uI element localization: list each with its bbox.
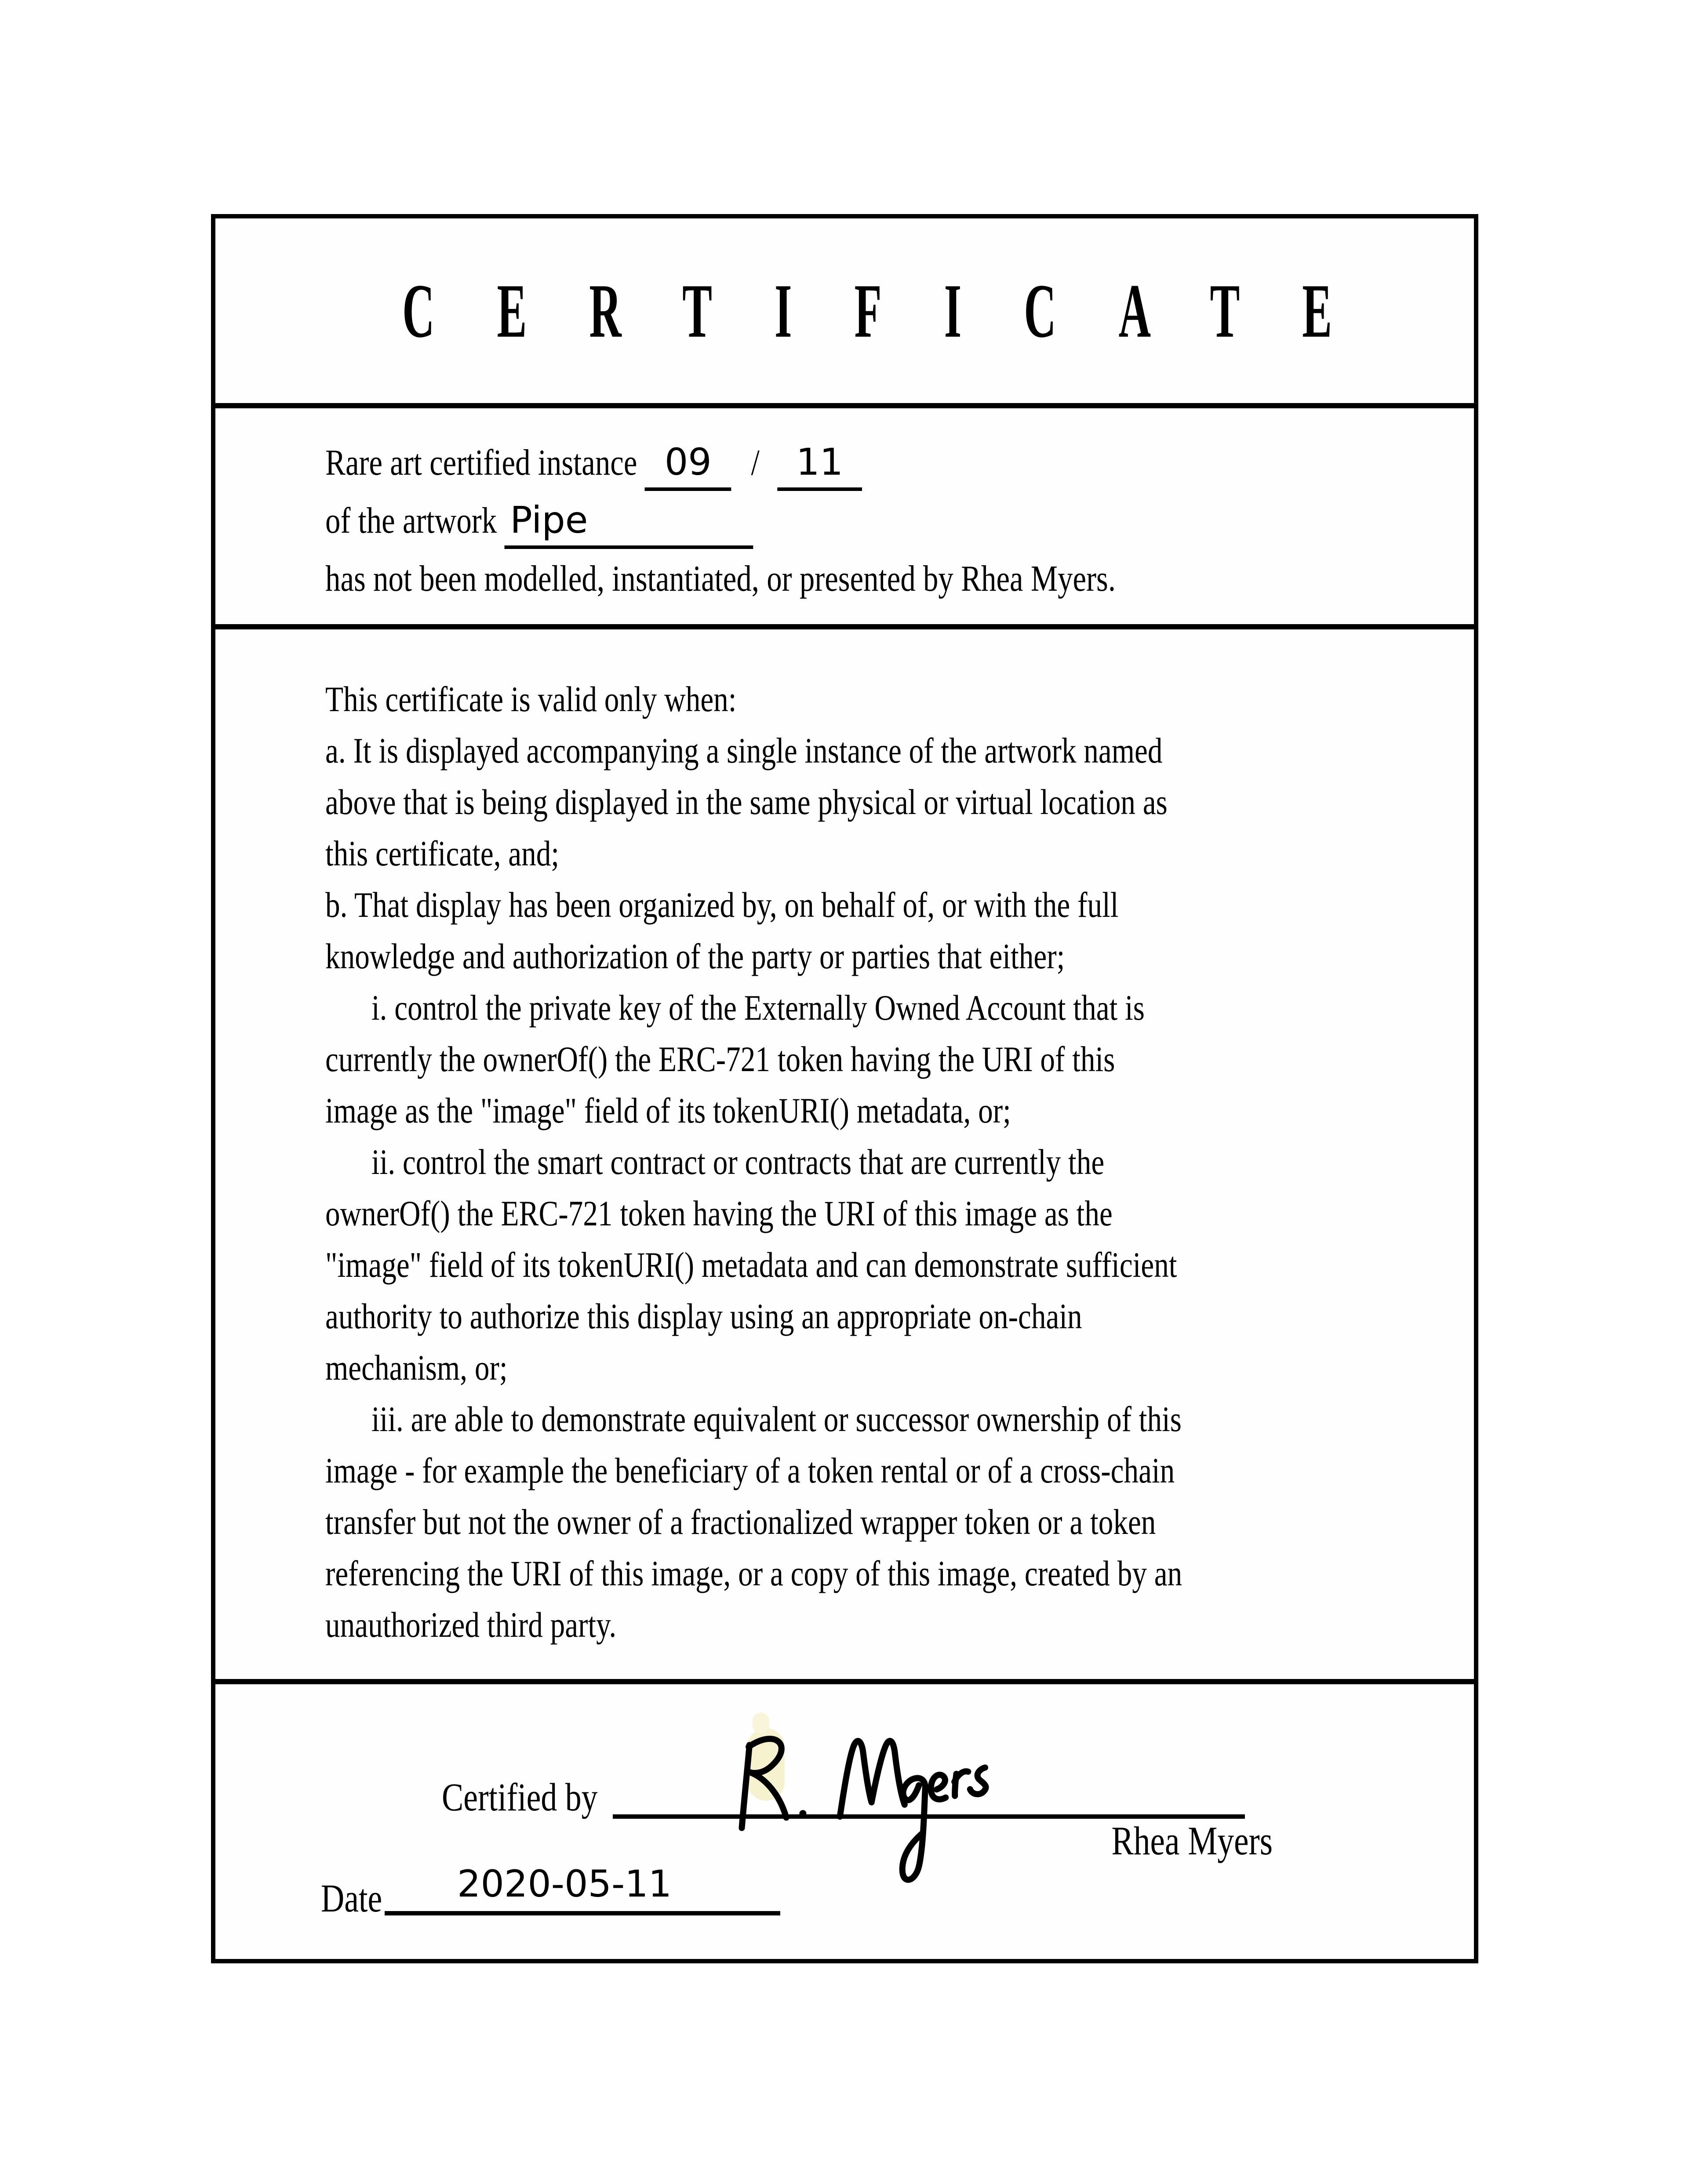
artwork-name-value: Pipe xyxy=(510,498,588,541)
edition-total-value: 11 xyxy=(796,440,843,483)
date-value: 2020-05-11 xyxy=(457,1862,672,1905)
validity-line: This certificate is valid only when: xyxy=(325,679,737,719)
validity-line: authority to authorize this display using an appropriate on-chain xyxy=(325,1296,1082,1336)
artwork-label: of the artwork xyxy=(325,500,497,541)
signature-icon xyxy=(713,1700,1045,1913)
validity-line: ii. control the smart contract or contracts that are currently the xyxy=(371,1142,1105,1182)
instance-line-3: has not been modelled, instantiated, or presented by Rhea Myers. xyxy=(325,558,1116,599)
validity-text xyxy=(325,673,1474,1650)
instance-number-value: 09 xyxy=(664,440,712,483)
validity-line: this certificate, and; xyxy=(325,833,560,873)
validity-line: transfer but not the owner of a fractionalized wrapper token or a token xyxy=(325,1502,1156,1542)
date-label: Date xyxy=(321,1877,382,1920)
instance-number-blank xyxy=(645,440,731,491)
validity-line: unauthorized third party. xyxy=(325,1605,617,1645)
instance-line-1 xyxy=(325,434,1267,492)
title-section xyxy=(215,218,1474,403)
validity-line: image as the "image" field of its tokenURI() metadata, or; xyxy=(325,1090,1011,1130)
validity-line: image - for example the beneficiary of a token rental or of a cross-chain xyxy=(325,1450,1175,1490)
artwork-name-blank xyxy=(504,498,753,549)
validity-line: above that is being displayed in the same physical or virtual location as xyxy=(325,782,1168,822)
instance-label: Rare art certified instance xyxy=(325,442,637,483)
validity-section xyxy=(215,624,1474,1679)
validity-line: referencing the URI of this image, or a copy of this image, created by an xyxy=(325,1553,1182,1593)
edition-total-blank xyxy=(777,440,862,491)
validity-line: "image" field of its tokenURI() metadata and can demonstrate sufficient xyxy=(325,1245,1177,1285)
instance-separator: / xyxy=(751,442,760,483)
validity-line: knowledge and authorization of the party or parties that either; xyxy=(325,936,1065,976)
instance-section xyxy=(215,403,1474,624)
date-line xyxy=(385,1911,780,1915)
signature-section xyxy=(215,1679,1474,1959)
certificate xyxy=(211,214,1478,1963)
certified-by-label: Certified by xyxy=(442,1776,598,1819)
certificate-title: CERTIFICATE xyxy=(402,268,1395,353)
validity-line: b. That display has been organized by, on behalf of, or with the full xyxy=(325,885,1119,925)
validity-line: iii. are able to demonstrate equivalent or successor ownership of this xyxy=(371,1399,1182,1439)
printed-name: Rhea Myers xyxy=(1111,1818,1273,1863)
validity-line: currently the ownerOf() the ERC-721 token having the URI of this xyxy=(325,1039,1115,1079)
validity-line: a. It is displayed accompanying a single instance of the artwork named xyxy=(325,730,1163,770)
instance-line-2 xyxy=(325,492,1267,550)
validity-line: ownerOf() the ERC-721 token having the URI of this image as the xyxy=(325,1193,1113,1233)
validity-line: mechanism, or; xyxy=(325,1348,508,1388)
validity-line: i. control the private key of the Externally Owned Account that is xyxy=(371,988,1145,1028)
